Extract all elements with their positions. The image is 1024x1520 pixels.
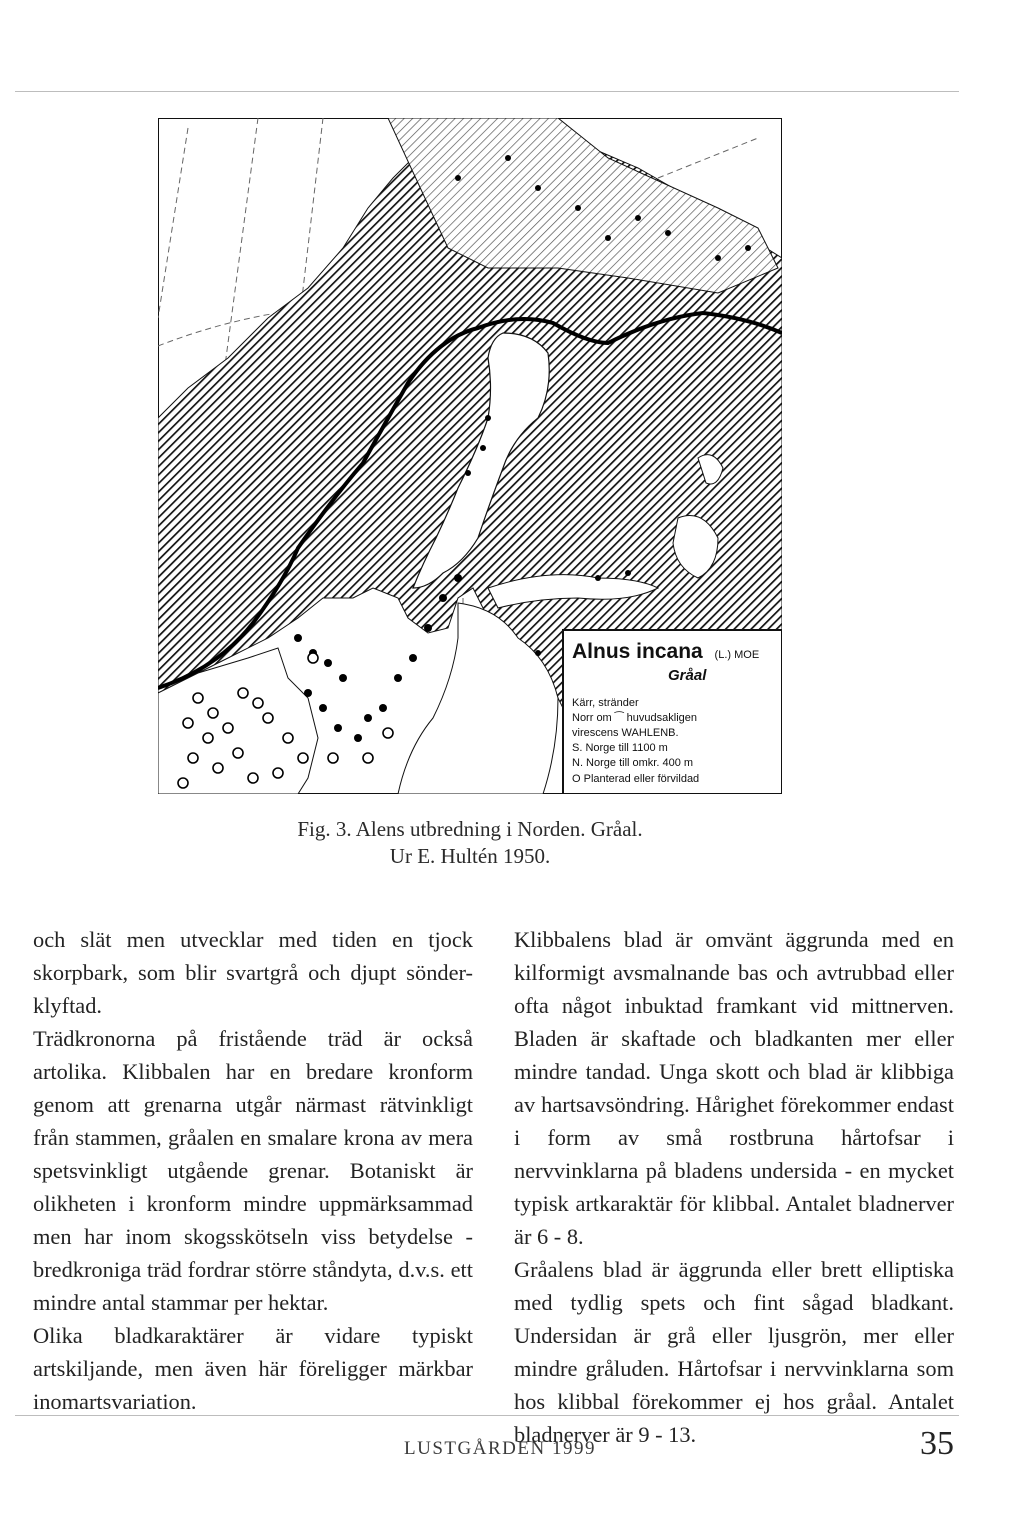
left-paragraph-3: Olika bladkaraktärer är vidare typiskt artskiljande, men även här föreligger märkbar inomartsvariation.: [33, 1323, 473, 1414]
legend-line-6: O Planterad eller förvildad: [572, 773, 700, 785]
legend-common-name: Gråal: [668, 667, 707, 684]
left-paragraph-1: och slät men utvecklar med tiden en tjock skorpbark, som blir svartgrå och djupt sönder-klyftad.: [33, 927, 473, 1018]
legend-author: (L.) MOE: [714, 649, 760, 661]
right-column: [514, 923, 954, 1451]
journal-footer: LUSTGÅRDEN 1999: [404, 1438, 596, 1459]
page-number: 35: [920, 1425, 954, 1462]
distribution-map: [158, 118, 782, 794]
legend-line-2: Norr om ⁀ huvudsakligen: [572, 712, 698, 724]
legend-line-1: Kärr, stränder: [572, 697, 639, 709]
figure-caption-line-1: Fig. 3. Alens utbredning i Norden. Gråal.: [297, 817, 643, 841]
legend-line-5: N. Norge till omkr. 400 m: [572, 757, 694, 769]
legend-line-4: S. Norge till 1100 m: [572, 742, 668, 754]
legend-line-3: virescens WAHLENB.: [572, 727, 679, 739]
map-legend: [563, 630, 782, 794]
legend-species: Alnus incana: [572, 640, 703, 663]
bottom-rule: [15, 1415, 959, 1416]
left-column: [33, 923, 473, 1418]
left-paragraph-2: Trädkronorna på fristående träd är också artolika. Klibbalen har en bredare kronform genom att grenarna utgår närmast rätvinkligt från stammen, gråalen en smalare krona av mera spetsvinkligt utgående grenar. Botaniskt är olikheten i kronform mindre uppmärksammad men har inom skogsskötseln viss betydelse - bredkroniga träd fordrar större ståndyta, d.v.s. ett mindre antal stammar per hektar.: [33, 1026, 473, 1315]
right-paragraph-2: Gråalens blad är äggrunda eller brett elliptiska med tydlig spets och fint sågad bladkant. Undersidan är grå eller ljusgrön, mer eller mindre gråluden. Hårtofsar i nervvinklarna som hos klibbal förekommer ej hos gråal. Antalet bladnerver är 9 - 13.: [514, 1257, 954, 1447]
right-paragraph-1: Klibbalens blad är omvänt äggrunda med en kilformigt avsmalnande bas och avtrubbad eller ofta något inbuktad framkant vid mittnerven. Bladen är skaftade och bladkanten mer eller mindre tandad. Unga skott och blad är klibbiga av hartsavsöndring. Hårighet förekommer endast i form av små rostbruna hårtofsar i nervvinklarna på bladens undersida - en mycket typisk artkaraktär för klibbal. Antalet bladnerver är 6 - 8.: [514, 927, 954, 1249]
top-rule: [15, 91, 959, 92]
figure-caption-line-2: Ur E. Hultén 1950.: [389, 844, 551, 868]
